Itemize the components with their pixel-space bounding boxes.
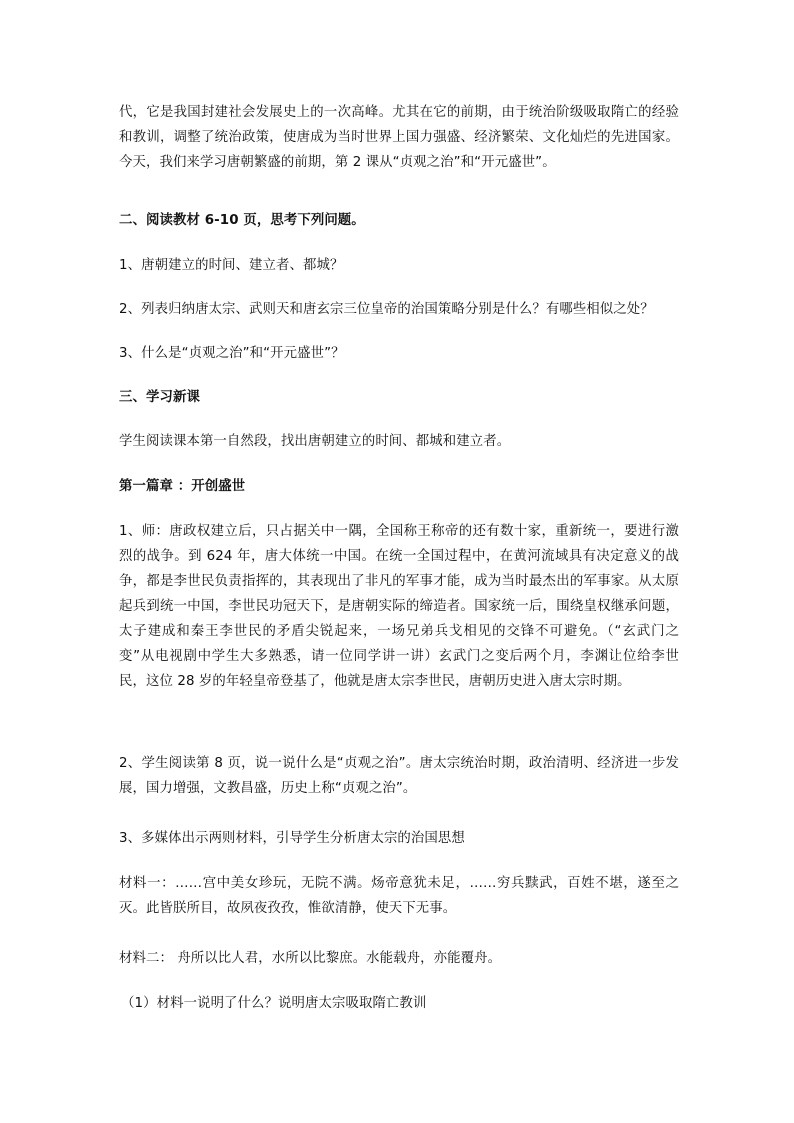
chapter-heading: 第一篇章 ：开创盛世 [119,479,246,494]
material-one-quote: 材料一：……宫中美女珍玩，无院不满。炀帝意犹未足，……穷兵黩武，百姓不堪，遂至之灭。此皆朕所目，故夙夜孜孜，惟欲清静，使天下无事。 [119,876,679,916]
sub-question-1: （1）材料一说明了什么？说明唐太宗吸取隋亡教训 [121,996,427,1011]
student-reading-text: 学生阅读课本第一自然段，找出唐朝建立的时间、都城和建立者。 [119,434,511,449]
question-3: 3、什么是“贞观之治”和“开元盛世”？ [119,346,345,361]
section-two-heading: 二、阅读教材 6-10 页，思考下列问题。 [119,213,365,228]
teacher-paragraph-1: 1、师：唐政权建立后，只占据关中一隅，全国称王称帝的还有数十家，重新统一，要进行激烈的战争。到 624 年，唐大体统一中国。在统一全国过程中，在黄河流域具有决定意义的战争，都是李世民负责指挥的，其表现出了非凡的军事才能，成为当时最杰出的军事家。从太原起兵到统一中国，李世民功冠天下，是唐朝实际的缔造者。国家统一后，围绕皇权继承问题，太子建成和秦王李世民的矛盾尖锐起来，一场兄弟兵戈相见的交锋不可避免。（“玄武门之变”从电视剧中学生大多熟悉，请一位同学讲一讲）玄武门之变后两个月，李渊让位给李世民，这位 28 岁的年轻皇帝登基了，他就是唐太宗李世民，唐朝历史进入唐太宗时期。 [119,524,679,689]
material-two-quote: 材料二： 舟所以比人君，水所以比黎庶。水能载舟，亦能覆舟。 [119,951,502,966]
multimedia-paragraph-3: 3、多媒体出示两则材料，引导学生分析唐太宗的治国思想 [119,831,465,846]
intro-paragraph: 代，它是我国封建社会发展史上的一次高峰。尤其在它的前期，由于统治阶级吸取隋亡的经验和教训，调整了统治政策，使唐成为当时世界上国力强盛、经济繁荣、文化灿烂的先进国家。今天，我们来学习唐朝繁盛的前期，第 2 课从“贞观之治”和“开元盛世”。 [119,105,679,170]
section-three-heading: 三、学习新课 [119,390,200,405]
student-reading-paragraph-2: 2、学生阅读第 8 页，说一说什么是“贞观之治”。唐太宗统治时期，政治清明、经济进一步发展，国力增强，文教昌盛，历史上称“贞观之治”。 [119,756,679,796]
question-1: 1、唐朝建立的时间、建立者、都城？ [119,258,344,273]
question-2: 2、列表归纳唐太宗、武则天和唐玄宗三位皇帝的治国策略分别是什么？有哪些相似之处？ [119,302,654,317]
